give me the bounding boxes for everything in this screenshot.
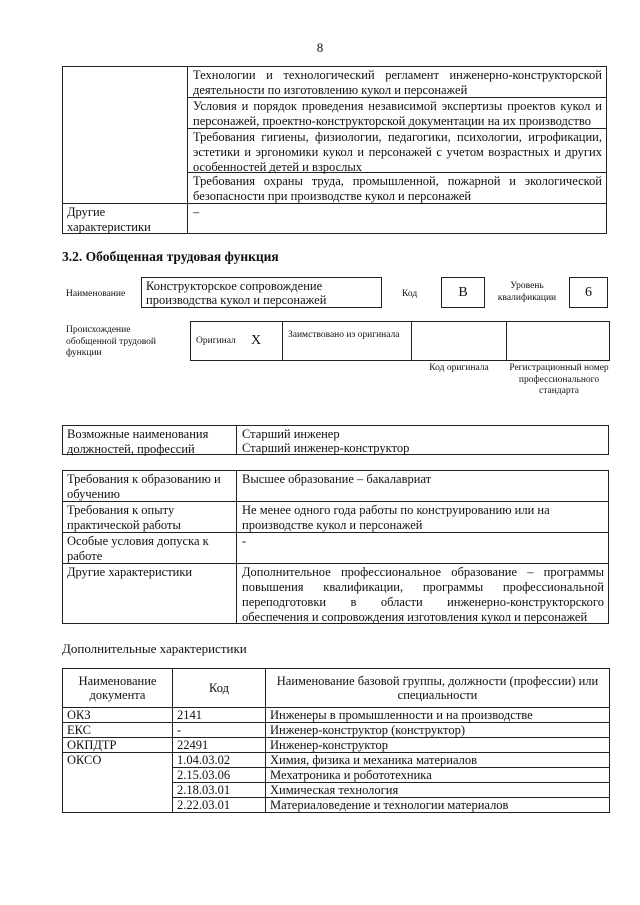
doc-cell: ОКСО [63, 753, 173, 813]
name-value: Конструкторское сопровождение производства кукол и персонажей [146, 279, 327, 307]
req-label: Особые условия допуска к работе [67, 534, 209, 563]
header-code: Код [173, 669, 266, 708]
name-label: Наименование [66, 289, 126, 299]
code-cell: 2141 [173, 708, 266, 723]
name-cell: Химическая технология [266, 783, 610, 798]
table-row [63, 708, 610, 723]
code-cell: 2.18.03.01 [173, 783, 266, 798]
position-item: Старший инженер-конструктор [242, 441, 410, 455]
level-value: 6 [569, 277, 608, 308]
origin-label: Происхождение обобщенной трудовой функции [66, 325, 156, 358]
name-cell: Инженер-конструктор [266, 738, 610, 753]
req-label: Требования к образованию и обучению [67, 472, 221, 501]
req-label: Требования к опыту практической работы [67, 503, 181, 532]
code-label: Код [402, 289, 418, 299]
table-row [63, 738, 610, 753]
name-cell: Химия, физика и механика материалов [266, 753, 610, 768]
name-cell: Материаловедение и технологии материалов [266, 798, 610, 813]
table-row [63, 753, 610, 768]
reg-number-label: Регистрационный номер профессионального стандарта [509, 363, 609, 396]
code-cell: 2.22.03.01 [173, 798, 266, 813]
knowledge-row: Требования гигиены, физиологии, педагогики, психологии, игрофикации, эстетики и эргономики кукол и персонажей с учетом возрастных и других особенностей детей и взрослых [193, 130, 602, 174]
knowledge-row: Требования охраны труда, промышленной, пожарной и экологической безопасности при производстве кукол и персонажей [193, 174, 602, 203]
name-cell: Инженеры в промышленности и на производстве [266, 708, 610, 723]
table-row [63, 723, 610, 738]
header-name: Наименование базовой группы, должности (профессии) или специальности [266, 669, 610, 708]
name-cell: Инженер-конструктор (конструктор) [266, 723, 610, 738]
req-label: Другие характеристики [67, 565, 193, 579]
req-value: Не менее одного года работы по конструированию или на производстве кукол и персонажей [242, 503, 550, 532]
code-cell: 1.04.03.02 [173, 753, 266, 768]
borrowed-label: Заимствовано из оригинала [288, 330, 400, 340]
doc-cell: ЕКС [63, 723, 173, 738]
additional-title: Дополнительные характеристики [62, 641, 247, 656]
additional-table [62, 668, 610, 813]
doc-cell: ОКЗ [63, 708, 173, 723]
header-document: Наименование документа [63, 669, 173, 708]
position-item: Старший инженер [242, 427, 340, 441]
req-value: Дополнительное профессиональное образование – программы повышения квалификации, программы профессиональной переподготовки в области инженерно-конструкторского обеспечения и сопровождения изготовления кукол и персонажей [242, 565, 604, 624]
code-value: B [441, 277, 485, 308]
level-label: Уровень квалификации [497, 281, 557, 303]
other-characteristics-value: – [193, 205, 200, 219]
page-number: 8 [316, 40, 324, 55]
doc-cell: ОКПДТР [63, 738, 173, 753]
original-mark: X [251, 333, 262, 348]
req-value: Высшее образование – бакалавриат [242, 472, 432, 486]
section-title: 3.2. Обобщенная трудовая функция [62, 249, 279, 264]
knowledge-row: Технологии и технологический регламент инженерно-конструкторской деятельности по изготовлению кукол и персонажей [193, 68, 602, 97]
other-characteristics-label: Другие характеристики [67, 205, 151, 234]
req-value: - [242, 534, 247, 548]
code-cell: 2.15.03.06 [173, 768, 266, 783]
code-cell: - [173, 723, 266, 738]
positions-label: Возможные наименования должностей, профессий [67, 427, 209, 456]
code-original-label: Код оригинала [429, 363, 489, 373]
original-label: Оригинал [196, 336, 236, 346]
name-box [141, 277, 382, 308]
knowledge-row: Условия и порядок проведения независимой экспертизы проектов кукол и персонажей, проектно-конструкторской документации на их производство [193, 99, 602, 128]
code-cell: 22491 [173, 738, 266, 753]
name-cell: Мехатроника и робототехника [266, 768, 610, 783]
